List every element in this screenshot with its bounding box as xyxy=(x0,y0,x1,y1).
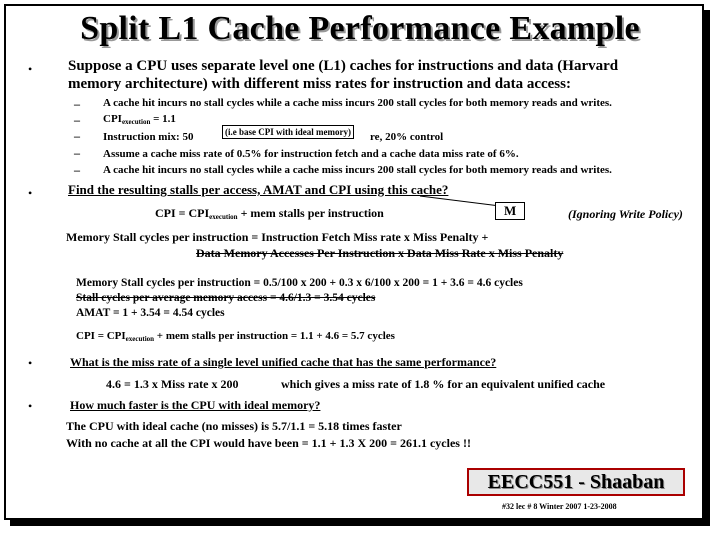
bullet-marker: • xyxy=(28,356,33,370)
intro-line-2: memory architecture) with different miss rates for instruction and data access: xyxy=(68,76,571,92)
cpi-final: CPI = $CPI_{execution}$ + mem stalls per instruction = 1.1 + 4.6 = 5.7 cycles xyxy=(76,330,395,343)
footer-course-badge: EECC551 - Shaaban xyxy=(467,468,685,496)
slide-title: Split L1 Cache Performance Example xyxy=(80,10,640,47)
unified-answer-eq: 4.6 = 1.3 x Miss rate x 200 xyxy=(106,377,239,391)
footer-slide-meta: #32 lec # 8 Winter 2007 1-23-2008 xyxy=(502,502,617,511)
ideal-memory-callout: (i.e base CPI with ideal memory) xyxy=(222,125,354,139)
dash-marker: – xyxy=(74,146,80,160)
bullet-marker: • xyxy=(28,399,33,413)
mem-stall-formula-1: Memory Stall cycles per instruction = Instruction Fetch Miss rate x Miss Penalty + xyxy=(66,230,489,244)
dash-marker: – xyxy=(74,113,80,127)
bullet-marker: • xyxy=(28,62,33,76)
sub-bullet-miss-rates: Assume a cache miss rate of 0.5% for instruction fetch and a cache data miss rate of 6%. xyxy=(103,148,519,160)
question-faster: How much faster is the CPU with ideal memory? xyxy=(70,398,321,412)
bullet-marker: • xyxy=(28,186,33,200)
cpi-formula: CPI = $CPI_{execution}$ + mem stalls per instruction xyxy=(155,206,384,221)
sub-bullet-instruction-mix: Instruction mix: 50 xyxy=(103,131,194,143)
sub-bullet-hit-stall: A cache hit incurs no stall cycles while a cache miss incurs 200 stall cycles for both memory reads and writes. xyxy=(103,97,612,109)
calc-amat: AMAT = 1 + 3.54 = 4.54 cycles xyxy=(76,307,225,319)
sub-bullet-cpi-execution: $CPI_{execution} = 1.1$ xyxy=(103,113,176,126)
unified-answer-result: which gives a miss rate of 1.8 % for an equivalent unified cache xyxy=(281,377,606,391)
intro-line-1: Suppose a CPU uses separate level one (L1) caches for instructions and data (Harvard xyxy=(68,58,619,74)
calc-stall-per-access: Stall cycles per average memory access = 4.6/1.3 = 3.54 cycles xyxy=(76,292,376,304)
m-label-box: M xyxy=(495,202,525,220)
faster-answer-2: With no cache at all the CPI would have been = 1.1 + 1.3 X 200 = 261.1 cycles !! xyxy=(66,436,471,450)
dash-marker: – xyxy=(74,163,80,177)
dash-marker: – xyxy=(74,97,80,111)
faster-answer-1: The CPU with ideal cache (no misses) is 5.7/1.1 = 5.18 times faster xyxy=(66,419,402,433)
dash-marker: – xyxy=(74,129,80,143)
ignoring-write-policy: (Ignoring Write Policy) xyxy=(568,207,683,221)
calc-mem-stall: Memory Stall cycles per instruction = 0.5/100 x 200 + 0.3 x 6/100 x 200 = 1 + 3.6 = 4.6 cycles xyxy=(76,277,523,289)
sub-bullet-hit-stall-2: A cache hit incurs no stall cycles while a cache miss incurs 200 stall cycles for both memory reads and writes. xyxy=(103,164,612,176)
sub-bullet-instruction-mix-tail: re, 20% control xyxy=(370,131,444,143)
mem-stall-formula-2: Data Memory Accesses Per Instruction x Data Miss Rate x Miss Penalty xyxy=(196,246,564,260)
question-unified-cache: What is the miss rate of a single level unified cache that has the same performance? xyxy=(70,355,497,369)
find-question: Find the resulting stalls per access, AMAT and CPI using this cache? xyxy=(68,182,449,197)
